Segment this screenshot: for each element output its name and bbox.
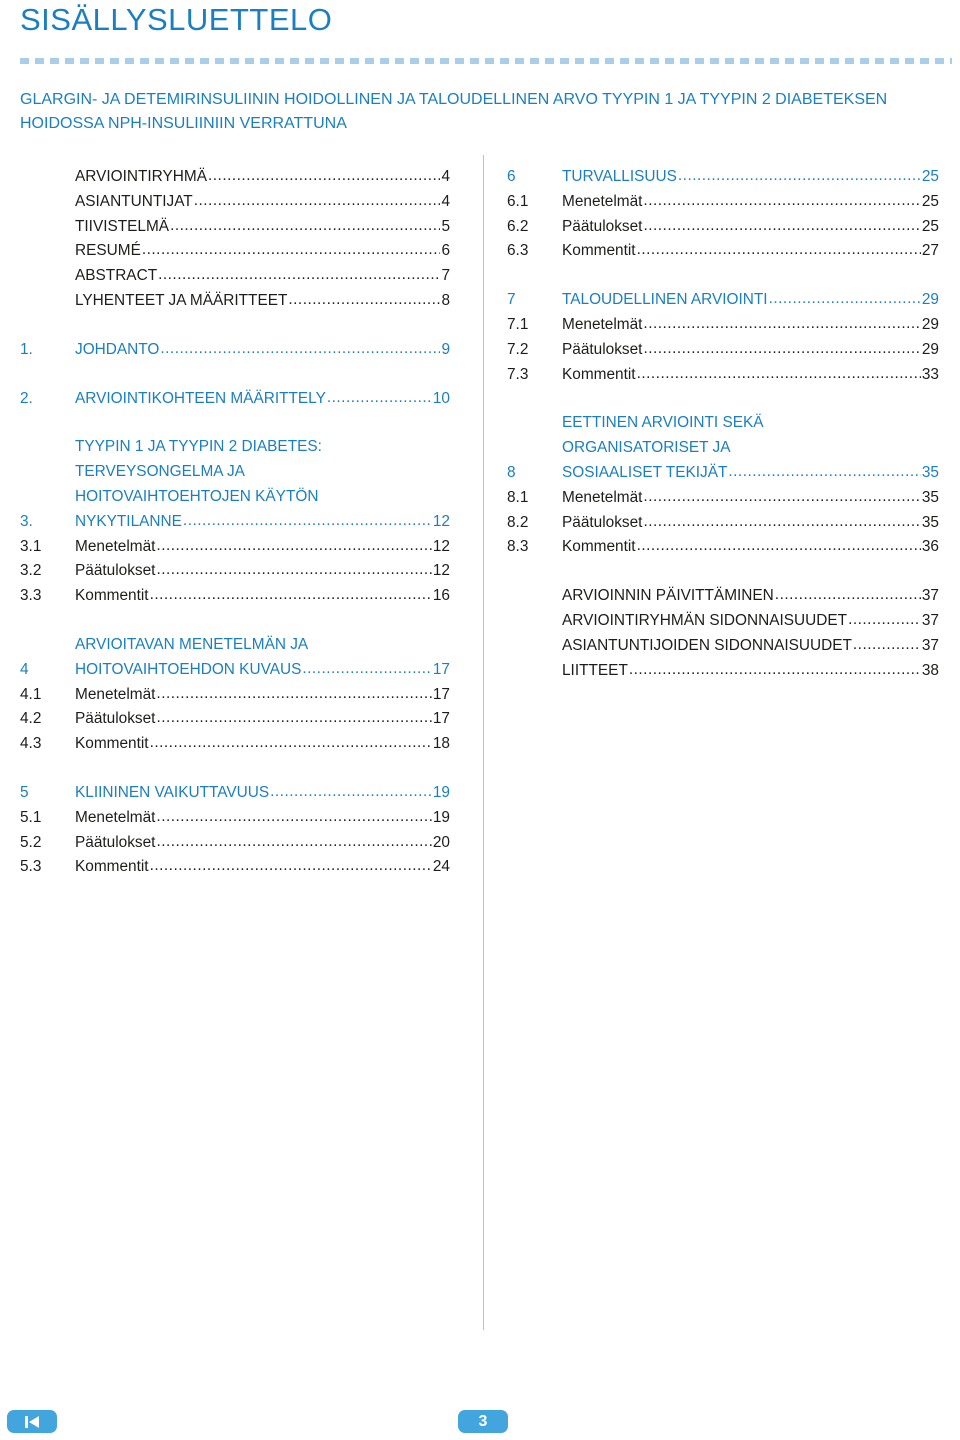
toc-entry-title: Päätulokset bbox=[562, 217, 643, 235]
toc-entry[interactable] bbox=[507, 165, 939, 190]
toc-entry-title-row bbox=[562, 288, 939, 313]
toc-entry-title-row bbox=[75, 781, 450, 806]
toc-entry[interactable] bbox=[507, 190, 939, 215]
toc-entry-page: 29 bbox=[921, 315, 939, 333]
toc-entry-body bbox=[75, 535, 450, 560]
first-page-button[interactable] bbox=[7, 1410, 57, 1433]
toc-entry[interactable] bbox=[20, 806, 450, 831]
toc-group bbox=[20, 165, 450, 314]
dot-leader bbox=[288, 288, 440, 313]
toc-entry-title-row bbox=[75, 732, 450, 757]
toc-entry[interactable] bbox=[20, 165, 450, 190]
toc-entry-title-row bbox=[562, 313, 939, 338]
toc-entry-body bbox=[75, 215, 450, 240]
toc-entry[interactable] bbox=[507, 659, 939, 684]
toc-entry-title-row bbox=[75, 559, 450, 584]
title-dashed-rule bbox=[20, 58, 952, 64]
toc-entry-title-row bbox=[562, 461, 939, 486]
toc-entry-title-row bbox=[75, 658, 450, 683]
dot-leader bbox=[208, 164, 440, 189]
toc-entry[interactable] bbox=[507, 511, 939, 536]
toc-entry-body bbox=[75, 559, 450, 584]
dot-leader bbox=[643, 485, 920, 510]
toc-entry-body bbox=[562, 511, 939, 536]
toc-entry-body bbox=[562, 363, 939, 388]
document-subtitle: GLARGIN- JA DETEMIRINSULIININ HOIDOLLINEN JA TALOUDELLINEN ARVO TYYPIN 1 JA TYYPIN 2 DIABETEKSEN HOIDOSSA NPH-INSULIINIIN VERRATTUNA bbox=[20, 91, 888, 132]
toc-entry-title-row bbox=[562, 609, 939, 634]
toc-entry-title-line: ARVIOITAVAN MENETELMÄN JA bbox=[75, 635, 309, 653]
toc-entry[interactable] bbox=[20, 781, 450, 806]
toc-entry[interactable] bbox=[507, 535, 939, 560]
toc-entry-title: ASIANTUNTIJAT bbox=[75, 192, 193, 210]
toc-entry-page: 35 bbox=[921, 488, 939, 506]
toc-entry-title: TALOUDELLINEN ARVIOINTI bbox=[562, 291, 768, 309]
toc-entry-title-row bbox=[75, 215, 450, 240]
toc-group bbox=[20, 435, 450, 609]
toc-entry-title-line: TERVEYSONGELMA JA bbox=[75, 463, 245, 481]
toc-entry-page: 10 bbox=[432, 389, 450, 407]
toc-entry-body bbox=[562, 535, 939, 560]
dot-leader bbox=[643, 189, 920, 214]
toc-entry-number: 4.1 bbox=[20, 685, 42, 703]
dot-leader bbox=[156, 682, 431, 707]
dot-leader bbox=[643, 214, 920, 239]
toc-entry-title: Kommentit bbox=[562, 365, 636, 383]
toc-entry-number: 6.2 bbox=[507, 217, 529, 235]
toc-entry-number: 4 bbox=[20, 660, 29, 678]
column-divider bbox=[483, 155, 484, 1330]
toc-entry-page: 38 bbox=[921, 661, 939, 679]
toc-entry[interactable] bbox=[20, 215, 450, 240]
toc-entry-title-row bbox=[75, 510, 450, 535]
toc-entry-number: 5.2 bbox=[20, 833, 42, 851]
toc-entry[interactable] bbox=[20, 831, 450, 856]
toc-entry-body bbox=[75, 338, 450, 363]
toc-entry-page: 4 bbox=[441, 168, 450, 185]
toc-entry-title: Menetelmät bbox=[75, 685, 156, 703]
toc-entry-title-line: EETTINEN ARVIOINTI SEKÄ bbox=[562, 414, 764, 432]
toc-entry-title: Menetelmät bbox=[562, 488, 643, 506]
toc-entry-page: 20 bbox=[432, 833, 450, 851]
toc-entry-title-row bbox=[75, 289, 450, 314]
dot-leader bbox=[637, 362, 921, 387]
toc-entry[interactable] bbox=[507, 215, 939, 240]
toc-entry[interactable] bbox=[507, 313, 939, 338]
toc-entry-title: ASIANTUNTIJOIDEN SIDONNAISUUDET bbox=[562, 636, 852, 654]
toc-entry-page: 17 bbox=[432, 685, 450, 703]
toc-entry-body bbox=[75, 264, 450, 289]
toc-entry[interactable] bbox=[507, 486, 939, 511]
toc-entry-title-row bbox=[562, 239, 939, 264]
toc-group bbox=[507, 584, 939, 683]
toc-entry-page: 25 bbox=[921, 217, 939, 235]
dot-leader bbox=[142, 238, 441, 263]
toc-entry[interactable] bbox=[20, 732, 450, 757]
toc-entry-title: ARVIOINTIRYHMÄN SIDONNAISUUDET bbox=[562, 611, 848, 629]
dot-leader bbox=[150, 854, 432, 879]
toc-entry-body bbox=[75, 289, 450, 314]
toc-entry[interactable] bbox=[20, 435, 450, 534]
toc-entry[interactable] bbox=[20, 584, 450, 609]
toc-entry-title: Menetelmät bbox=[562, 192, 643, 210]
toc-entry-page: 16 bbox=[432, 587, 450, 605]
toc-entry-body bbox=[75, 683, 450, 708]
dot-leader bbox=[150, 583, 432, 608]
toc-entry-body bbox=[562, 609, 939, 634]
toc-entry-body bbox=[75, 732, 450, 757]
toc-entry-title: ABSTRACT bbox=[75, 267, 158, 285]
toc-entry-title-row bbox=[75, 338, 450, 363]
toc-entry-page: 17 bbox=[432, 660, 450, 678]
toc-entry-page: 29 bbox=[921, 291, 939, 309]
toc-entry-title-row bbox=[562, 535, 939, 560]
toc-group bbox=[20, 781, 450, 880]
dot-leader bbox=[728, 460, 921, 485]
toc-entry-page: 12 bbox=[432, 512, 450, 530]
toc-entry-title-row bbox=[75, 535, 450, 560]
dot-leader bbox=[302, 657, 432, 682]
toc-entry-page: 27 bbox=[921, 242, 939, 260]
toc-entry-title: ARVIOINTIRYHMÄ bbox=[75, 168, 207, 185]
toc-entry-number: 8 bbox=[507, 463, 516, 481]
toc-entry-page: 8 bbox=[441, 291, 450, 309]
toc-entry-title-row bbox=[75, 239, 450, 264]
toc-entry-title-line: ORGANISATORISET JA bbox=[562, 439, 731, 457]
toc-entry-body bbox=[562, 288, 939, 313]
toc-entry-title: Päätulokset bbox=[75, 710, 156, 728]
toc-entry-title-row bbox=[562, 363, 939, 388]
dot-leader bbox=[327, 386, 432, 411]
toc-entry-body bbox=[75, 707, 450, 732]
toc-entry-title: Kommentit bbox=[75, 587, 149, 605]
toc-entry-number: 6.1 bbox=[507, 192, 529, 210]
toc-entry-title-row bbox=[75, 831, 450, 856]
toc-entry-page: 18 bbox=[432, 735, 450, 753]
toc-entry[interactable] bbox=[20, 264, 450, 289]
toc-entry-body bbox=[75, 435, 450, 534]
toc-entry-title-row bbox=[562, 486, 939, 511]
toc-entry-body bbox=[562, 486, 939, 511]
toc-entry[interactable] bbox=[20, 338, 450, 363]
toc-entry-title-row bbox=[562, 511, 939, 536]
toc-entry-page: 33 bbox=[921, 365, 939, 383]
toc-entry-body bbox=[75, 190, 450, 215]
toc-entry-body bbox=[562, 634, 939, 659]
toc-entry-title-row bbox=[562, 584, 939, 609]
toc-entry-number: 3. bbox=[20, 512, 33, 530]
toc-entry[interactable] bbox=[20, 683, 450, 708]
toc-entry-title-row bbox=[75, 855, 450, 880]
toc-entry-title: Kommentit bbox=[75, 858, 149, 876]
toc-entry-title: Menetelmät bbox=[562, 315, 643, 333]
dot-leader bbox=[160, 337, 440, 362]
toc-entry-title-row bbox=[562, 165, 939, 190]
toc-group bbox=[20, 338, 450, 363]
toc-entry-body bbox=[562, 659, 939, 684]
dot-leader bbox=[678, 164, 921, 189]
toc-entry-body bbox=[562, 165, 939, 190]
dot-leader bbox=[270, 780, 432, 805]
dot-leader bbox=[156, 706, 431, 731]
page-title: SISÄLLYSLUETTELO bbox=[20, 2, 333, 37]
toc-entry[interactable] bbox=[20, 289, 450, 314]
dot-leader bbox=[775, 583, 921, 608]
toc-entry-page: 25 bbox=[921, 192, 939, 210]
toc-entry-page: 37 bbox=[921, 636, 939, 654]
toc-entry[interactable] bbox=[507, 288, 939, 313]
toc-entry-number: 2. bbox=[20, 389, 33, 407]
dot-leader bbox=[637, 238, 921, 263]
toc-entry-title-line: HOITOVAIHTOEHTOJEN KÄYTÖN bbox=[75, 487, 319, 505]
toc-entry-number: 6 bbox=[507, 168, 516, 185]
toc-entry-title-row bbox=[75, 806, 450, 831]
toc-group bbox=[20, 387, 450, 412]
toc-entry-title-row bbox=[562, 190, 939, 215]
toc-entry-title: Päätulokset bbox=[75, 562, 156, 580]
toc-entry-title-row bbox=[75, 190, 450, 215]
toc-entry-title: SOSIAALISET TEKIJÄT bbox=[562, 463, 728, 481]
toc-entry-body bbox=[75, 387, 450, 412]
toc-entry-number: 3.1 bbox=[20, 537, 42, 555]
dot-leader bbox=[643, 337, 920, 362]
toc-entry-body bbox=[75, 584, 450, 609]
toc-entry-page: 35 bbox=[921, 463, 939, 481]
toc-entry-number: 3.2 bbox=[20, 562, 42, 580]
toc-entry-body bbox=[562, 215, 939, 240]
toc-entry-title-row bbox=[75, 584, 450, 609]
skip-to-first-icon bbox=[23, 1415, 41, 1429]
toc-entry[interactable] bbox=[507, 239, 939, 264]
toc-entry[interactable] bbox=[20, 707, 450, 732]
toc-entry-number: 8.2 bbox=[507, 513, 529, 531]
toc-entry-body bbox=[562, 313, 939, 338]
toc-entry[interactable] bbox=[507, 411, 939, 485]
toc-entry-page: 6 bbox=[441, 242, 450, 260]
toc-entry-number: 5 bbox=[20, 783, 29, 801]
dot-leader bbox=[769, 287, 921, 312]
toc-entry-page: 29 bbox=[921, 340, 939, 358]
toc-entry-title: JOHDANTO bbox=[75, 340, 160, 358]
dot-leader bbox=[156, 534, 431, 559]
toc-entry-number: 1. bbox=[20, 340, 33, 358]
toc-entry-title: Menetelmät bbox=[75, 537, 156, 555]
dot-leader bbox=[170, 214, 440, 239]
dot-leader bbox=[158, 263, 440, 288]
toc-entry-title-row bbox=[75, 707, 450, 732]
toc-entry[interactable] bbox=[20, 239, 450, 264]
toc-entry-body bbox=[562, 338, 939, 363]
toc-entry-title: NYKYTILANNE bbox=[75, 512, 182, 530]
toc-entry-body bbox=[75, 633, 450, 683]
toc-entry-page: 7 bbox=[441, 267, 450, 285]
dot-leader bbox=[156, 805, 431, 830]
toc-entry-title: Menetelmät bbox=[75, 808, 156, 826]
toc-entry-body bbox=[75, 855, 450, 880]
toc-entry-page: 17 bbox=[432, 710, 450, 728]
toc-entry-title: Kommentit bbox=[75, 735, 149, 753]
toc-entry-body bbox=[75, 806, 450, 831]
toc-entry-title: TURVALLISUUS bbox=[562, 168, 677, 185]
dot-leader bbox=[156, 558, 431, 583]
toc-entry[interactable] bbox=[20, 559, 450, 584]
toc-entry-number: 5.3 bbox=[20, 858, 42, 876]
toc-entry-title-row bbox=[75, 387, 450, 412]
toc-entry-title-row bbox=[562, 338, 939, 363]
toc-entry-title-row bbox=[562, 659, 939, 684]
toc-entry-body bbox=[562, 190, 939, 215]
toc-entry-number: 8.1 bbox=[507, 488, 529, 506]
toc-entry-number: 8.3 bbox=[507, 538, 529, 556]
dot-leader bbox=[848, 608, 921, 633]
toc-entry-title: ARVIOINTIKOHTEEN MÄÄRITTELY bbox=[75, 389, 326, 407]
toc-entry-number: 7 bbox=[507, 291, 516, 309]
toc-group bbox=[507, 411, 939, 560]
toc-entry-title-line: TYYPIN 1 JA TYYPIN 2 DIABETES: bbox=[75, 438, 322, 456]
toc-entry-body bbox=[75, 239, 450, 264]
toc-entry-body bbox=[562, 584, 939, 609]
toc-entry-title-row bbox=[75, 165, 450, 190]
toc-entry[interactable] bbox=[20, 633, 450, 683]
toc-entry-page: 25 bbox=[921, 168, 939, 185]
toc-entry[interactable] bbox=[507, 338, 939, 363]
toc-entry-page: 9 bbox=[441, 340, 450, 358]
toc-entry-number: 3.3 bbox=[20, 587, 42, 605]
dot-leader bbox=[637, 534, 921, 559]
toc-entry-number: 7.2 bbox=[507, 340, 529, 358]
toc-entry-page: 36 bbox=[921, 538, 939, 556]
toc-entry-title: Päätulokset bbox=[562, 513, 643, 531]
toc-left-column bbox=[20, 165, 450, 904]
toc-entry-title-row bbox=[75, 683, 450, 708]
dot-leader bbox=[643, 312, 920, 337]
toc-entry-title-row bbox=[75, 264, 450, 289]
toc-entry-number: 6.3 bbox=[507, 242, 529, 260]
toc-entry-page: 37 bbox=[921, 611, 939, 629]
dot-leader bbox=[194, 189, 441, 214]
toc-entry-title-row bbox=[562, 634, 939, 659]
dot-leader bbox=[150, 731, 432, 756]
toc-entry-title-row bbox=[562, 215, 939, 240]
toc-entry-page: 37 bbox=[921, 587, 939, 605]
toc-entry-body bbox=[562, 411, 939, 485]
toc-entry-number: 5.1 bbox=[20, 808, 42, 826]
dot-leader bbox=[853, 633, 921, 658]
toc-group bbox=[20, 633, 450, 757]
toc-entry-body bbox=[562, 239, 939, 264]
toc-entry-page: 5 bbox=[441, 217, 450, 235]
toc-entry-number: 4.3 bbox=[20, 735, 42, 753]
toc-entry-title: LIITTEET bbox=[562, 661, 628, 679]
toc-entry-page: 12 bbox=[432, 562, 450, 580]
toc-entry[interactable] bbox=[507, 634, 939, 659]
toc-entry[interactable] bbox=[507, 363, 939, 388]
toc-entry[interactable] bbox=[20, 387, 450, 412]
toc-entry-title: LYHENTEET JA MÄÄRITTEET bbox=[75, 291, 288, 309]
toc-entry-number: 4.2 bbox=[20, 710, 42, 728]
dot-leader bbox=[643, 510, 920, 535]
toc-entry-title: TIIVISTELMÄ bbox=[75, 217, 170, 235]
toc-entry-title: Kommentit bbox=[562, 242, 636, 260]
toc-entry[interactable] bbox=[20, 535, 450, 560]
toc-entry-number: 7.1 bbox=[507, 315, 529, 333]
toc-entry-title: RESUMÉ bbox=[75, 242, 141, 260]
toc-entry-body bbox=[75, 165, 450, 190]
toc-entry-body bbox=[75, 781, 450, 806]
toc-entry[interactable] bbox=[20, 855, 450, 880]
dot-leader bbox=[629, 658, 921, 683]
page-number-badge[interactable]: 3 bbox=[458, 1410, 508, 1433]
toc-entry-page: 35 bbox=[921, 513, 939, 531]
toc-group bbox=[507, 288, 939, 387]
toc-entry[interactable] bbox=[507, 609, 939, 634]
toc-entry-title: ARVIOINNIN PÄIVITTÄMINEN bbox=[562, 587, 774, 605]
toc-entry-page: 24 bbox=[432, 858, 450, 876]
dot-leader bbox=[156, 830, 431, 855]
toc-entry-title: Päätulokset bbox=[562, 340, 643, 358]
toc-entry-page: 12 bbox=[432, 537, 450, 555]
dot-leader bbox=[183, 509, 432, 534]
toc-entry-page: 4 bbox=[441, 192, 450, 210]
toc-entry-title: KLIININEN VAIKUTTAVUUS bbox=[75, 783, 270, 801]
toc-entry[interactable] bbox=[507, 584, 939, 609]
toc-entry-page: 19 bbox=[432, 783, 450, 801]
toc-entry-page: 19 bbox=[432, 808, 450, 826]
toc-entry[interactable] bbox=[20, 190, 450, 215]
toc-entry-title: Kommentit bbox=[562, 538, 636, 556]
toc-group bbox=[507, 165, 939, 264]
toc-entry-body bbox=[75, 831, 450, 856]
toc-entry-title: HOITOVAIHTOEHDON KUVAUS bbox=[75, 660, 302, 678]
toc-entry-number: 7.3 bbox=[507, 365, 529, 383]
toc-entry-title: Päätulokset bbox=[75, 833, 156, 851]
toc-right-column bbox=[507, 165, 939, 707]
